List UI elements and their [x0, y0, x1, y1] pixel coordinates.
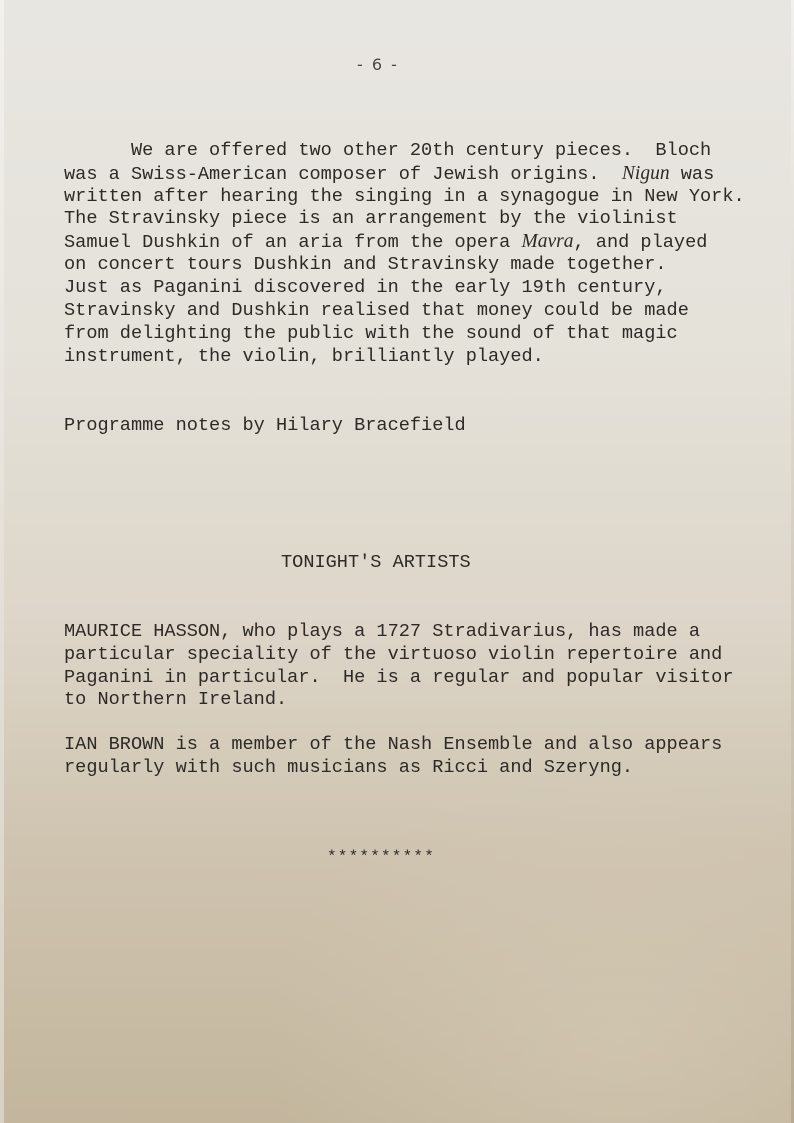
- notes-line: The Stravinsky piece is an arrangement by the violinist: [64, 208, 678, 229]
- bio-line: regularly with such musicians as Ricci and Szeryng.: [64, 757, 634, 778]
- notes-line: [64, 163, 714, 187]
- notes-line: Just as Paganini discovered in the early 19th century,: [64, 277, 667, 298]
- notes-text: was a Swiss-American composer of Jewish origins.: [64, 164, 622, 185]
- notes-line: We are offered two other 20th century pieces. Bloch: [64, 140, 712, 161]
- work-title-nigun: Nigun: [621, 163, 670, 184]
- page-number: - 6 -: [357, 55, 399, 74]
- notes-line: instrument, the violin, brilliantly played.: [64, 346, 544, 367]
- bio-line: particular speciality of the virtuoso violin repertoire and: [64, 644, 723, 665]
- notes-text: , and played: [573, 232, 708, 253]
- bio-line: Paganini in particular. He is a regular and popular visitor: [64, 667, 734, 688]
- notes-text: was: [669, 164, 715, 185]
- section-divider-asterisks: **********: [327, 848, 436, 866]
- section-heading-artists: TONIGHT'S ARTISTS: [281, 552, 471, 573]
- notes-line: [64, 231, 707, 255]
- page-edge-left: [0, 0, 4, 1123]
- notes-line: on concert tours Dushkin and Stravinsky made together.: [64, 254, 667, 275]
- bio-line: IAN BROWN is a member of the Nash Ensemble and also appears: [64, 734, 723, 755]
- notes-line: Stravinsky and Dushkin realised that money could be made: [64, 300, 689, 321]
- bio-line: MAURICE HASSON, who plays a 1727 Stradivarius, has made a: [64, 621, 701, 642]
- work-title-mavra: Mavra: [521, 231, 574, 252]
- notes-text: Samuel Dushkin of an aria from the opera: [64, 232, 522, 253]
- notes-line: from delighting the public with the sound of that magic: [64, 323, 678, 344]
- notes-line: written after hearing the singing in a synagogue in New York.: [64, 186, 745, 207]
- programme-notes-credit: Programme notes by Hilary Bracefield: [64, 415, 466, 436]
- bio-line: to Northern Ireland.: [64, 689, 288, 710]
